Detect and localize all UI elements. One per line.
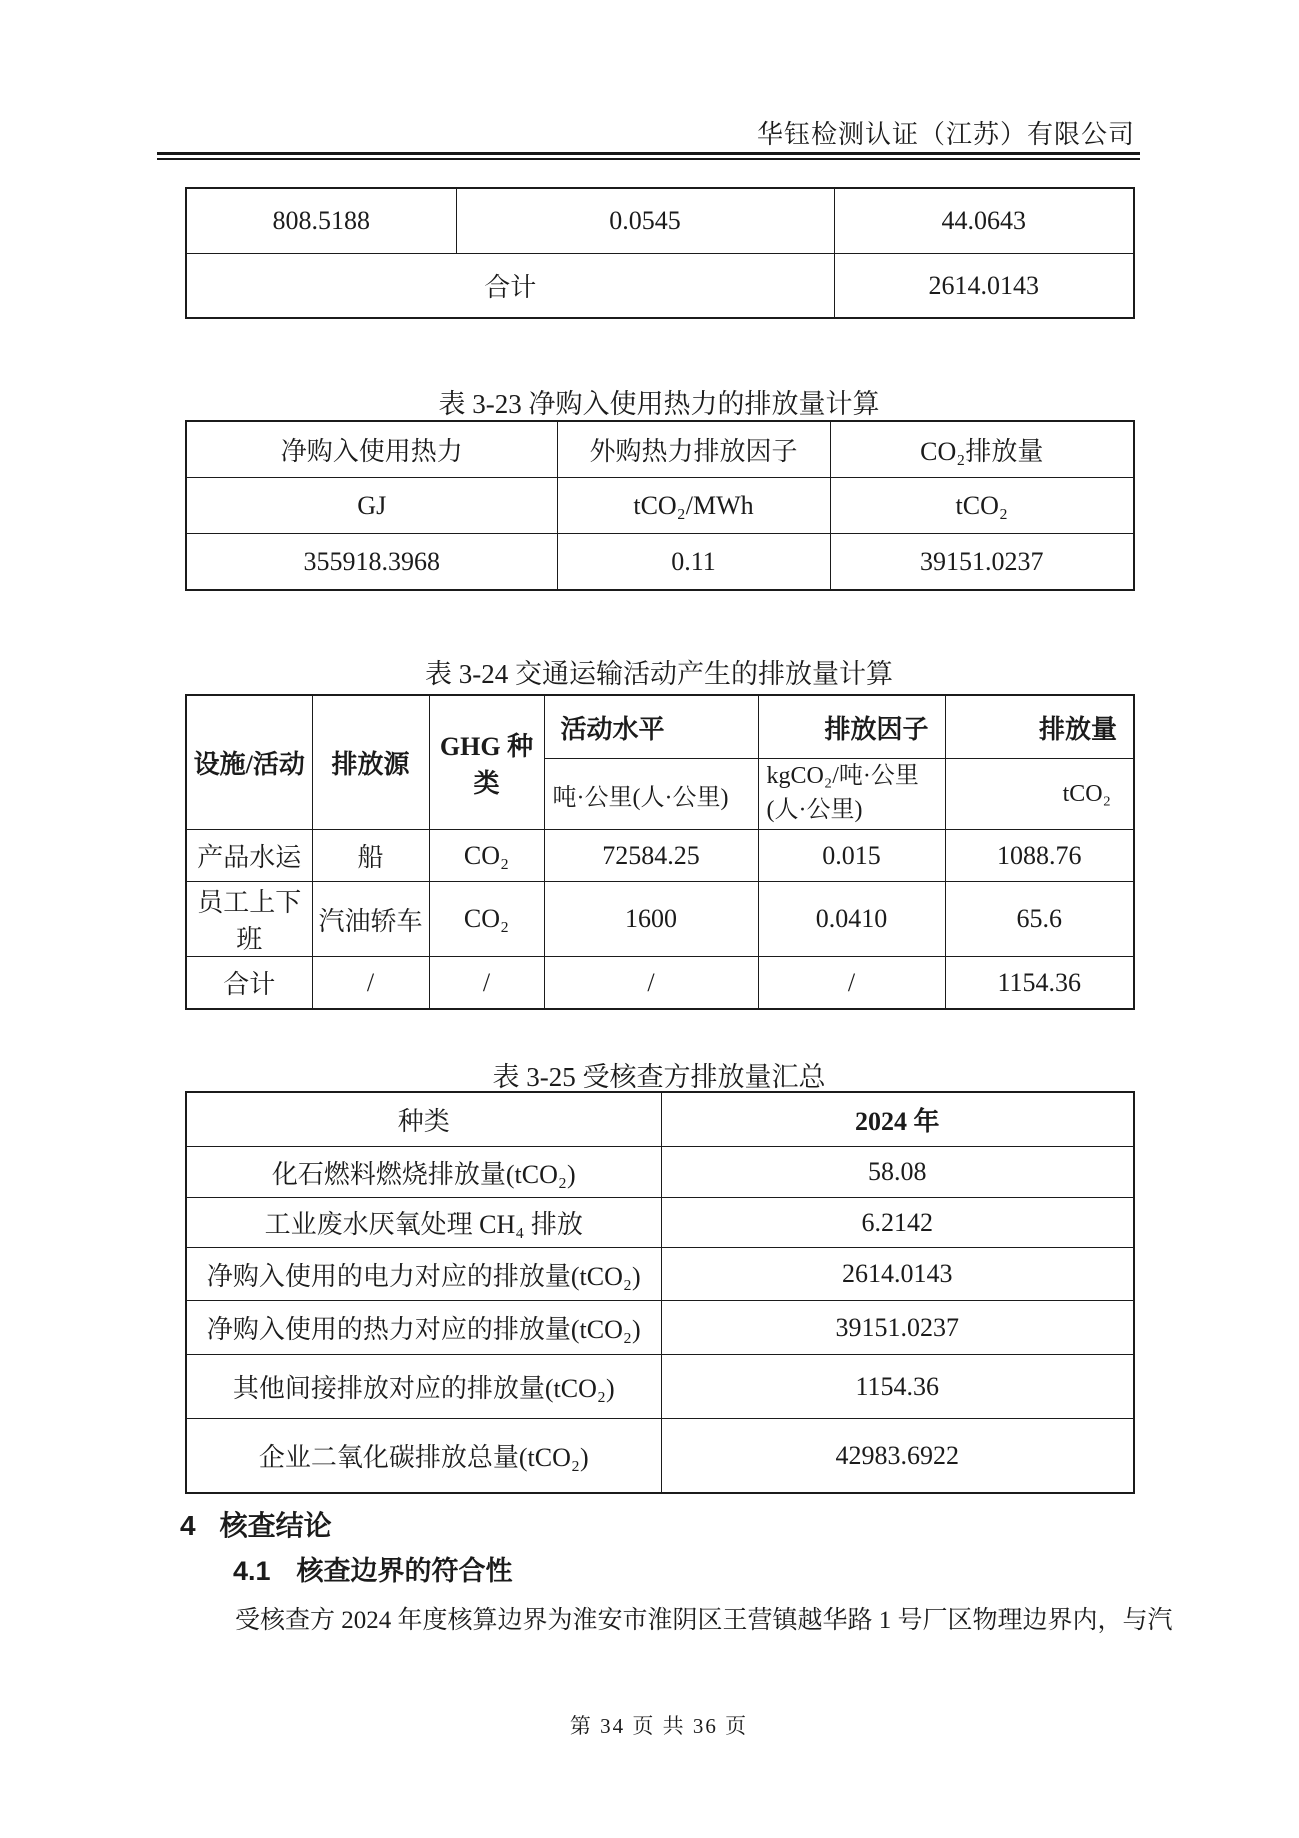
t324-header-emission: 排放量 <box>945 695 1134 759</box>
subsection-title: 核查边界的符合性 <box>296 1556 513 1586</box>
carry-total-label: 合计 <box>186 254 834 319</box>
t324-header-source: 排放源 <box>312 695 429 830</box>
t324-r2-emission: 1154.36 <box>945 957 1134 1010</box>
t325-r4-label: 其他间接排放对应的排放量(tCO₂) <box>186 1355 661 1419</box>
t324-unit-factor: kgCO₂/吨·公里 (人·公里) <box>758 759 945 830</box>
t324-r1-source: 汽油轿车 <box>312 882 429 957</box>
t325-r0-value: 58.08 <box>661 1147 1134 1198</box>
t323-header-heat: 净购入使用热力 <box>186 421 557 478</box>
t325-r5-value: 42983.6922 <box>661 1419 1134 1494</box>
carry-cell-factor: 0.0545 <box>456 188 834 254</box>
table-3-23-caption: 表 3-23 净购入使用热力的排放量计算 <box>438 389 880 419</box>
t324-r2-source: / <box>312 957 429 1010</box>
t325-r2-value: 2614.0143 <box>661 1248 1134 1301</box>
t324-r1-emission: 65.6 <box>945 882 1134 957</box>
subsection-heading <box>233 1549 513 1588</box>
table-row <box>186 882 1134 957</box>
t324-r2-facility: 合计 <box>186 957 312 1010</box>
t323-unit-factor: tCO₂/MWh <box>557 478 830 534</box>
table-row <box>186 254 1134 319</box>
t324-header-ghg: GHG 种类 <box>429 695 544 830</box>
t325-r0-label: 化石燃料燃烧排放量(tCO₂) <box>186 1147 661 1198</box>
t324-header-facility: 设施/活动 <box>186 695 312 830</box>
table-3-25 <box>185 1091 1135 1494</box>
t324-r0-facility: 产品水运 <box>186 830 312 882</box>
section-number: 4 <box>180 1510 196 1541</box>
header-double-rule <box>157 152 1140 160</box>
t324-r1-activity: 1600 <box>544 882 758 957</box>
t325-r4-value: 1154.36 <box>661 1355 1134 1419</box>
t324-r2-activity: / <box>544 957 758 1010</box>
table-3-23 <box>185 420 1135 591</box>
table-unit-row <box>186 478 1134 534</box>
t325-header-category: 种类 <box>186 1092 661 1147</box>
table-total-row <box>186 957 1134 1010</box>
table-value-row <box>186 534 1134 591</box>
table-row <box>186 1248 1134 1301</box>
t325-r3-label: 净购入使用的热力对应的排放量(tCO₂) <box>186 1301 661 1355</box>
t324-r1-factor: 0.0410 <box>758 882 945 957</box>
t324-unit-activity: 吨·公里(人·公里) <box>544 759 758 830</box>
t324-r0-emission: 1088.76 <box>945 830 1134 882</box>
table-3-25-caption: 表 3-25 受核查方排放量汇总 <box>492 1062 826 1092</box>
t324-r2-ghg: / <box>429 957 544 1010</box>
t325-r1-label: 工业废水厌氧处理 CH₄ 排放 <box>186 1198 661 1248</box>
t325-r3-value: 39151.0237 <box>661 1301 1134 1355</box>
body-paragraph: 受核查方 2024 年度核算边界为淮安市淮阴区王营镇越华路 1 号厂区物理边界内，与汽 <box>235 1607 1173 1634</box>
t325-r5-label: 企业二氧化碳排放总量(tCO₂) <box>186 1419 661 1494</box>
table-row <box>186 1355 1134 1419</box>
t323-header-factor: 外购热力排放因子 <box>557 421 830 478</box>
t324-r0-activity: 72584.25 <box>544 830 758 882</box>
table-total-row <box>186 1419 1134 1494</box>
t325-r1-value: 6.2142 <box>661 1198 1134 1248</box>
section-title: 核查结论 <box>219 1510 332 1541</box>
carry-total-value: 2614.0143 <box>834 254 1134 319</box>
t324-r0-source: 船 <box>312 830 429 882</box>
t324-header-activity: 活动水平 <box>544 695 758 759</box>
t323-value-heat: 355918.3968 <box>186 534 557 591</box>
t323-value-emission: 39151.0237 <box>830 534 1134 591</box>
t324-header-factor: 排放因子 <box>758 695 945 759</box>
table-row <box>186 188 1134 254</box>
subsection-number: 4.1 <box>233 1556 271 1586</box>
page-header-company: 华钰检测认证（江苏）有限公司 <box>756 120 1135 149</box>
table-3-24-caption: 表 3-24 交通运输活动产生的排放量计算 <box>425 659 893 689</box>
section-heading <box>180 1504 332 1544</box>
carry-cell-heat: 808.5188 <box>186 188 456 254</box>
table-row <box>186 1147 1134 1198</box>
t325-r2-label: 净购入使用的电力对应的排放量(tCO₂) <box>186 1248 661 1301</box>
t324-r1-facility: 员工上下班 <box>186 882 312 957</box>
carry-cell-emission: 44.0643 <box>834 188 1134 254</box>
page-number-footer: 第 34 页 共 36 页 <box>569 1714 749 1738</box>
table-header-row <box>186 1092 1134 1147</box>
table-header-row <box>186 695 1134 759</box>
t324-r1-ghg: CO₂ <box>429 882 544 957</box>
table-row <box>186 830 1134 882</box>
t324-unit-emission: tCO₂ <box>945 759 1134 830</box>
t325-header-year: 2024 年 <box>661 1092 1134 1147</box>
t323-value-factor: 0.11 <box>557 534 830 591</box>
table-row <box>186 1301 1134 1355</box>
table-3-24 <box>185 694 1135 1010</box>
t324-r0-ghg: CO₂ <box>429 830 544 882</box>
t323-header-emission: CO₂排放量 <box>830 421 1134 478</box>
table-header-row <box>186 421 1134 478</box>
table-carryover <box>185 187 1135 319</box>
table-row <box>186 1198 1134 1248</box>
t324-r2-factor: / <box>758 957 945 1010</box>
t323-unit-heat: GJ <box>186 478 557 534</box>
t323-unit-emission: tCO₂ <box>830 478 1134 534</box>
t324-r0-factor: 0.015 <box>758 830 945 882</box>
